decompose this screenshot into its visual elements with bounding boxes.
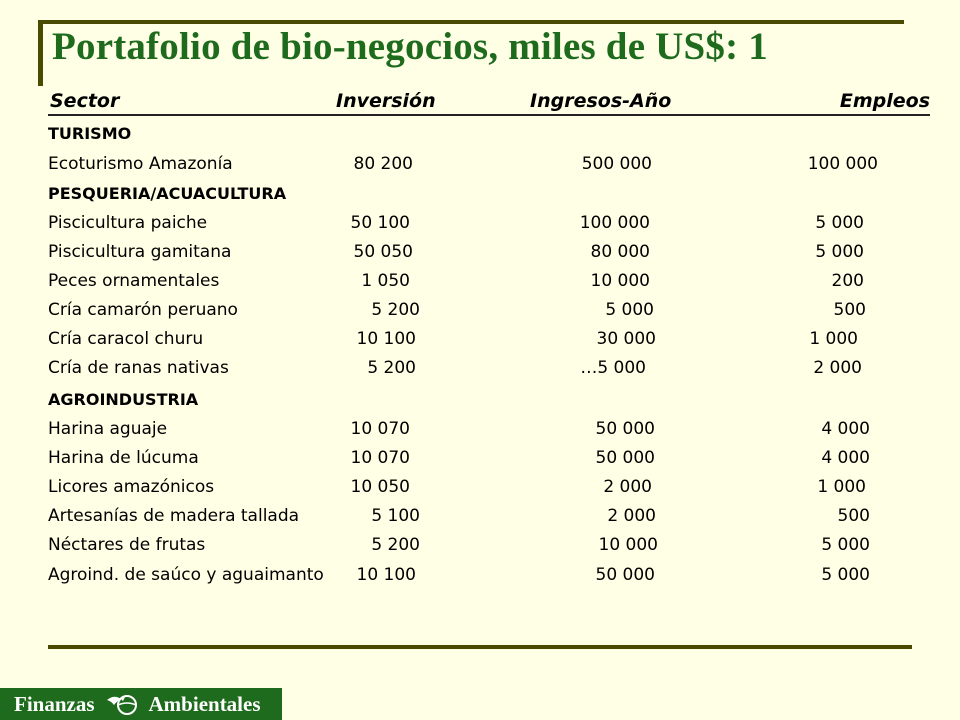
table-row <box>0 448 900 477</box>
section-title: PESQUERIA/ACUACULTURA <box>48 184 287 203</box>
row-empleos: 500 <box>837 506 870 526</box>
table-row <box>0 300 900 329</box>
row-sector: Licores amazónicos <box>48 477 215 497</box>
row-empleos: 5 000 <box>815 242 864 262</box>
row-empleos: 2 000 <box>813 358 862 378</box>
row-empleos: 1 000 <box>809 329 858 349</box>
table-row <box>0 535 900 564</box>
section-heading <box>0 124 900 153</box>
table-row <box>0 506 900 535</box>
row-empleos: 1 000 <box>817 477 866 497</box>
row-sector: Cría camarón peruano <box>48 300 238 320</box>
column-header-inversion: Inversión <box>336 90 436 112</box>
column-header-ingresos: Ingresos-Año <box>530 90 672 112</box>
row-sector: Peces ornamentales <box>48 271 220 291</box>
row-ingresos: 30 000 <box>596 329 656 349</box>
row-ingresos: 100 000 <box>579 213 650 233</box>
row-ingresos: 2 000 <box>607 506 656 526</box>
table-header <box>48 90 930 116</box>
table-row <box>0 565 900 594</box>
row-sector: Artesanías de madera tallada <box>48 506 300 526</box>
column-header-empleos: Empleos <box>839 90 930 112</box>
bottom-rule <box>48 645 912 649</box>
row-empleos: 5 000 <box>821 535 870 555</box>
row-empleos: 200 <box>831 271 864 291</box>
table-row <box>0 271 900 300</box>
row-inversion: 10 050 <box>350 477 410 497</box>
section-heading <box>0 184 900 213</box>
table-row <box>0 419 900 448</box>
row-ingresos: 50 000 <box>595 448 655 468</box>
row-sector: Harina aguaje <box>48 419 168 439</box>
row-inversion: 5 200 <box>371 300 420 320</box>
table-row <box>0 358 900 387</box>
brand-footer <box>0 688 282 720</box>
row-empleos: 5 000 <box>821 565 870 585</box>
row-sector: Cría de ranas nativas <box>48 358 229 378</box>
row-ingresos: …5 000 <box>580 358 646 378</box>
left-frame-rule <box>38 20 43 86</box>
table-row <box>0 242 900 271</box>
row-inversion: 80 200 <box>353 154 413 174</box>
row-sector: Piscicultura gamitana <box>48 242 232 262</box>
row-ingresos: 50 000 <box>595 565 655 585</box>
brand-right-word: Ambientales <box>148 691 261 716</box>
row-empleos: 4 000 <box>821 448 870 468</box>
row-ingresos: 2 000 <box>603 477 652 497</box>
row-ingresos: 80 000 <box>590 242 650 262</box>
section-title: AGROINDUSTRIA <box>48 390 199 409</box>
row-inversion: 1 050 <box>361 271 410 291</box>
section-heading <box>0 390 900 419</box>
row-inversion: 10 070 <box>350 448 410 468</box>
column-header-sector: Sector <box>50 90 120 112</box>
row-sector: Cría caracol churu <box>48 329 204 349</box>
bird-globe-icon <box>105 691 143 717</box>
page-title: Portafolio de bio-negocios, miles de US$: 1 <box>52 25 768 68</box>
row-ingresos: 5 000 <box>605 300 654 320</box>
row-inversion: 10 100 <box>356 565 416 585</box>
row-inversion: 50 100 <box>350 213 410 233</box>
row-inversion: 10 070 <box>350 419 410 439</box>
row-empleos: 4 000 <box>821 419 870 439</box>
row-empleos: 100 000 <box>807 154 878 174</box>
table-row <box>0 477 900 506</box>
table-row <box>0 154 900 183</box>
row-ingresos: 10 000 <box>598 535 658 555</box>
row-inversion: 5 200 <box>371 535 420 555</box>
row-inversion: 10 100 <box>356 329 416 349</box>
row-sector: Harina de lúcuma <box>48 448 199 468</box>
table-row <box>0 329 900 358</box>
row-inversion: 5 200 <box>367 358 416 378</box>
row-empleos: 500 <box>833 300 866 320</box>
row-inversion: 50 050 <box>353 242 413 262</box>
row-ingresos: 10 000 <box>590 271 650 291</box>
row-sector: Piscicultura paiche <box>48 213 208 233</box>
row-sector: Ecoturismo Amazonía <box>48 154 233 174</box>
row-ingresos: 50 000 <box>595 419 655 439</box>
row-ingresos: 500 000 <box>581 154 652 174</box>
section-title: TURISMO <box>48 124 132 143</box>
brand-left-word: Finanzas <box>14 691 95 716</box>
row-inversion: 5 100 <box>371 506 420 526</box>
row-sector: Agroind. de saúco y aguaimanto <box>48 565 324 585</box>
table-row <box>0 213 900 242</box>
row-empleos: 5 000 <box>815 213 864 233</box>
row-sector: Néctares de frutas <box>48 535 206 555</box>
